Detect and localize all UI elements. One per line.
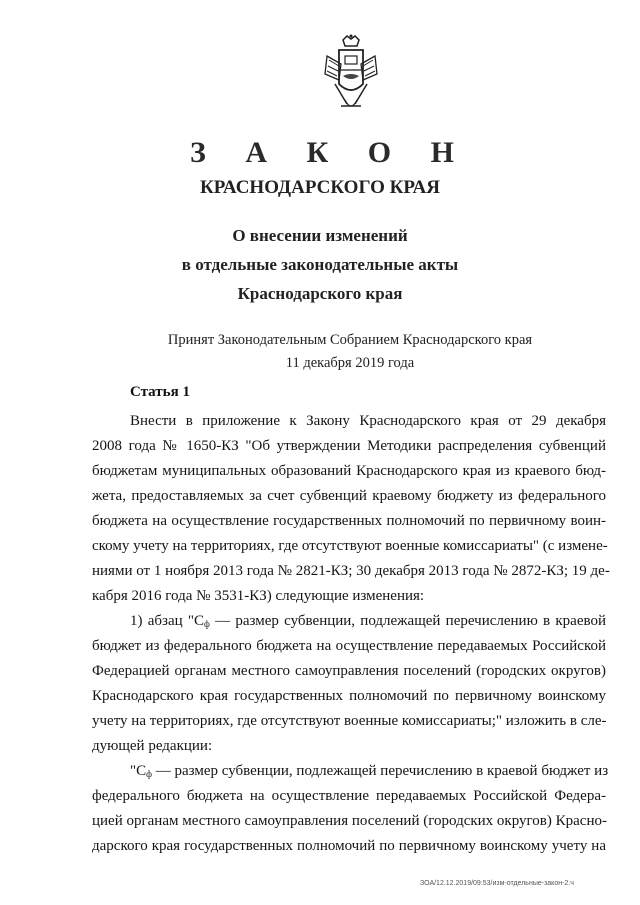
paragraph-line: цией органам местного самоуправления поселений (городских округов) Красно- <box>92 813 607 829</box>
law-region: КРАСНОДАРСКОГО КРАЯ <box>199 177 441 198</box>
paragraph-line: скому учету на территориях, где отсутствуют военные комиссариаты" (с измене- <box>92 538 608 554</box>
paragraph-line: федерального бюджета на осуществление передаваемых Российской Федера- <box>92 788 606 804</box>
quote-prefix: "С <box>130 763 147 779</box>
item-1-rest: — размер субвенции, подлежащей перечислению в краевой <box>209 613 606 629</box>
law-title: З А К О Н <box>190 136 470 169</box>
paragraph-line: Федерацией органам местного самоуправления поселений (городских округов) <box>92 663 606 679</box>
subscript-f: ф <box>204 619 210 629</box>
item-1-prefix: 1) абзац "С <box>130 613 205 629</box>
adoption-line-1: Принят Законодательным Собранием Краснодарского края <box>167 332 533 348</box>
document-stamp: ЗОА/12.12.2019/09:53/изм-отдельные-закон-2.ч <box>420 880 574 887</box>
subscript-f: ф <box>146 769 152 779</box>
paragraph-line: учету на территориях, где отсутствуют военные комиссариаты;" изложить в сле- <box>92 713 607 729</box>
paragraph-line: ниями от 1 ноября 2013 года № 2821-КЗ; 30 декабря 2013 года № 2872-КЗ; 19 де- <box>92 563 610 579</box>
paragraph-line: Внести в приложение к Закону Краснодарского края от 29 декабря <box>130 413 606 429</box>
law-name-line-1: О внесении изменений <box>232 226 408 245</box>
paragraph-line: Краснодарского края государственных полномочий по первичному воинскому <box>92 688 606 704</box>
paragraph-line: кабря 2016 года № 3531-КЗ) следующие изменения: <box>92 588 425 604</box>
paragraph-line: дарского края государственных полномочий по первичному воинскому учету на <box>92 838 606 854</box>
item-1-first-line <box>130 611 606 634</box>
law-name-line-2: в отдельные законодательные акты <box>181 255 459 274</box>
law-name-line-3: Краснодарского края <box>237 284 403 303</box>
paragraph-line: жета, предоставляемых за счет субвенций краевому бюджету из федерального <box>92 488 606 504</box>
quote-rest: — размер субвенции, подлежащей перечислению в краевой бюджет из <box>151 763 609 779</box>
coat-of-arms-emblem <box>321 34 381 114</box>
paragraph-line: бюджет из федерального бюджета на осуществление передаваемых Российской <box>92 638 606 654</box>
adoption-date: 11 декабря 2019 года <box>285 355 415 371</box>
quote-first-line <box>130 761 609 784</box>
paragraph-line: бюджетам муниципальных образований Краснодарского края из краевого бюд- <box>92 463 606 479</box>
article-title: Статья 1 <box>130 384 190 400</box>
paragraph-line: дующей редакции: <box>92 738 213 754</box>
paragraph-line: 2008 года № 1650-КЗ "Об утверждении Методики распределения субвенций <box>92 438 606 454</box>
paragraph-line: бюджета на осуществление государственных полномочий по первичному воин- <box>92 513 606 529</box>
